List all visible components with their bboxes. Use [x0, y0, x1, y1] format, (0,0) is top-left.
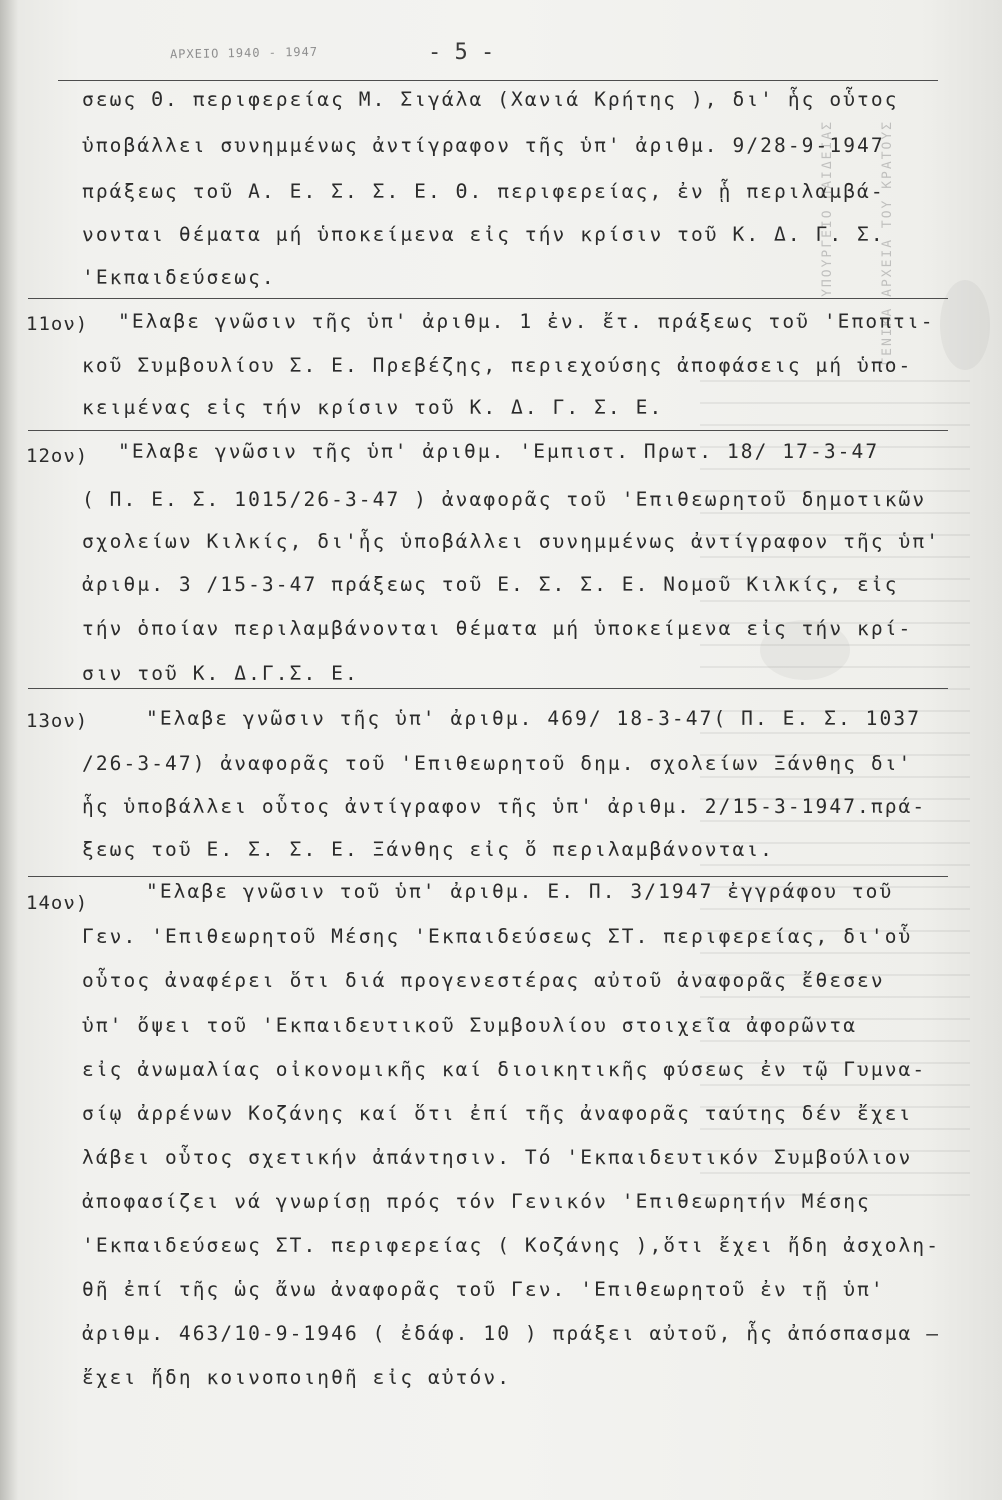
item-number: 12ον) [26, 445, 89, 467]
text-line: σίῳ ἀρρένων Κοζάνης καί ὅτι ἐπί τῆς ἀναφορᾶς ταύτης δέν ἔχει [82, 1102, 913, 1125]
text-line: σχολείων Κιλκίς, δι'ἧς ὑποβάλλει συνημμένως ἀντίγραφον τῆς ὑπ' [82, 530, 941, 553]
bleed-through-text: ΓΕΝΙΚΑ ΑΡΧΕΙΑ ΤΟΥ ΚΡΑΤΟΥΣ [880, 120, 895, 366]
text-line: 'Εκπαιδεύσεως. [82, 266, 276, 289]
text-line: /26-3-47) ἀναφορᾶς τοῦ 'Επιθεωρητοῦ δημ. σχολείων Ξάνθης δι' [82, 752, 913, 775]
item-number: 14ον) [26, 892, 89, 914]
text-line: ἀριθμ. 463/10-9-1946 ( ἐδάφ. 10 ) πράξει αὐτοῦ, ἧς ἀπόσπασμα — [82, 1322, 941, 1345]
text-line: κοῦ Συμβουλίου Σ. Ε. Πρεβέζης, περιεχούσης ἀποφάσεις μή ὑπο- [82, 354, 913, 377]
text-line: "Ελαβε γνῶσιν τῆς ὑπ' ἀριθμ. 1 ἐν. ἔτ. πράξεως τοῦ 'Εποπτι- [118, 310, 935, 333]
text-line: νονται θέματα μή ὑποκείμενα εἰς τήν κρίσιν τοῦ Κ. Δ. Γ. Σ. [82, 223, 885, 246]
text-line: οὗτος ἀναφέρει ὅτι διά προγενεστέρας αὐτοῦ ἀναφορᾶς ἔθεσεν [82, 969, 885, 992]
archive-stamp: ΑΡΧΕΙΟ 1940 - 1947 [169, 44, 319, 62]
item-number: 13ον) [26, 710, 89, 732]
text-line: ἀριθμ. 3 /15-3-47 πράξεως τοῦ Ε. Σ. Σ. Ε. Νομοῦ Κιλκίς, εἰς [82, 573, 899, 596]
text-line: ἧς ὑποβάλλει οὗτος ἀντίγραφον τῆς ὑπ' ἀριθμ. 2/15-3-1947.πρά- [82, 795, 927, 818]
section-rule [28, 876, 948, 877]
section-rule [28, 298, 948, 299]
text-line: σιν τοῦ Κ. Δ.Γ.Σ. Ε. [82, 662, 359, 685]
text-line: τήν ὁποίαν περιλαμβάνονται θέματα μή ὑποκείμενα εἰς τήν κρί- [82, 617, 913, 640]
page-edge [0, 0, 18, 1500]
text-line: "Ελαβε γνῶσιν τῆς ὑπ' ἀριθμ. 'Εμπιστ. Πρωτ. 18/ 17-3-47 [118, 440, 880, 463]
text-line: ἀποφασίζει νά γνωρίσῃ πρός τόν Γενικόν 'Επιθεωρητήν Μέσης [82, 1190, 871, 1213]
text-line: ( Π. Ε. Σ. 1015/26-3-47 ) ἀναφορᾶς τοῦ 'Επιθεωρητοῦ δημοτικῶν [82, 488, 927, 511]
item-number: 11ον) [26, 313, 89, 335]
text-line: 'Εκπαιδεύσεως ΣΤ. περιφερείας ( Κοζάνης ),ὅτι ἔχει ἤδη ἀσχολη- [82, 1234, 941, 1257]
text-line: ἔχει ἤδη κοινοποιηθῆ εἰς αὐτόν. [82, 1366, 512, 1389]
text-line: ξεως τοῦ Ε. Σ. Σ. Ε. Ξάνθης εἰς ὅ περιλαμβάνονται. [82, 838, 774, 861]
text-line: ὑποβάλλει συνημμένως ἀντίγραφον τῆς ὑπ' ἀριθμ. 9/28-9-1947 [82, 134, 885, 157]
text-line: "Ελαβε γνῶσιν τοῦ ὑπ' ἀριθμ. Ε. Π. 3/1947 ἐγγράφου τοῦ [146, 880, 894, 903]
text-line: πράξεως τοῦ Α. Ε. Σ. Σ. Ε. Θ. περιφερείας, ἐν ᾗ περιλαμβά- [82, 180, 885, 203]
top-rule [58, 80, 938, 81]
text-line: Γεν. 'Επιθεωρητοῦ Μέσης 'Εκπαιδεύσεως ΣΤ. περιφερείας, δι'οὗ [82, 925, 913, 948]
text-line: εἰς ἀνωμαλίας οἰκονομικῆς καί διοικητικῆς φύσεως ἐν τῷ Γυμνα- [82, 1058, 927, 1081]
text-line: "Ελαβε γνῶσιν τῆς ὑπ' ἀριθμ. 469/ 18-3-47( Π. Ε. Σ. 1037 [146, 707, 922, 730]
bleed-through-text: ΥΠΟΥΡΓΕΙΟ ΠΑΙΔΕΙΑΣ [820, 120, 835, 297]
stain [940, 280, 990, 370]
section-rule [28, 430, 948, 431]
text-line: κειμένας εἰς τήν κρίσιν τοῦ Κ. Δ. Γ. Σ. Ε. [82, 396, 664, 419]
text-line: λάβει οὗτος σχετικήν ἀπάντησιν. Τό 'Εκπαιδευτικόν Συμβούλιον [82, 1146, 913, 1169]
page-number: - 5 - [428, 40, 495, 65]
text-line: θῆ ἐπί τῆς ὡς ἄνω ἀναφορᾶς τοῦ Γεν. 'Επιθεωρητοῦ ἐν τῇ ὑπ' [82, 1278, 885, 1301]
text-line: σεως Θ. περιφερείας Μ. Σιγάλα (Χανιά Κρήτης ), δι' ἧς οὗτος [82, 88, 899, 111]
text-line: ὑπ' ὄψει τοῦ 'Εκπαιδευτικοῦ Συμβουλίου στοιχεῖα ἀφορῶντα [82, 1014, 858, 1037]
section-rule [28, 688, 948, 689]
